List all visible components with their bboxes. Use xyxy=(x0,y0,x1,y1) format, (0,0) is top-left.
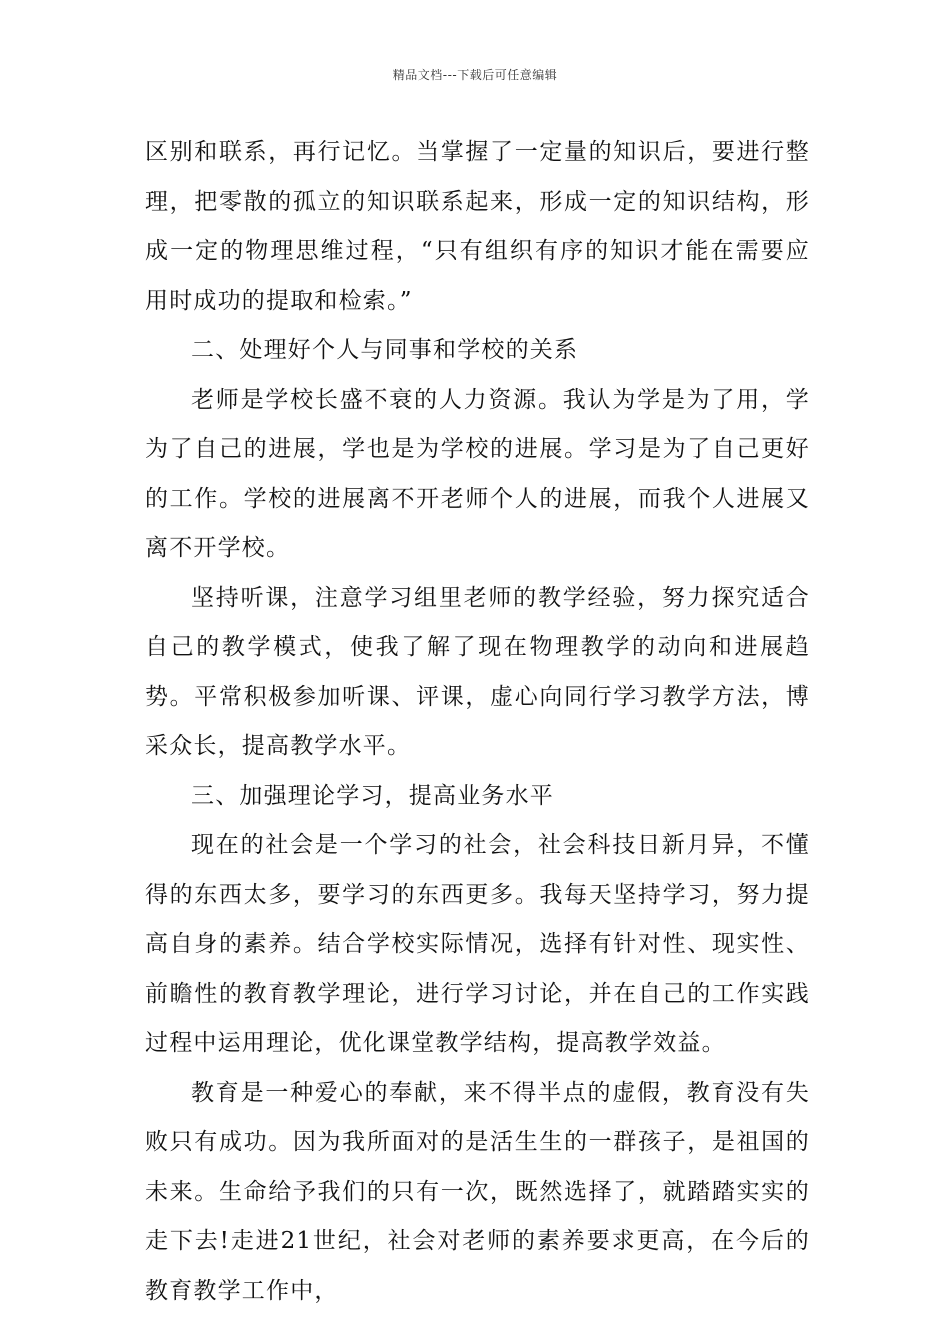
section-heading-3: 三、加强理论学习，提高业务水平 xyxy=(191,782,554,809)
paragraph: 老师是学校长盛不衰的人力资源。我认为学是为了用，学为了自己的进展，学也是为学校的进展。学习是为了自己更好的工作。学校的进展离不开老师个人的进展，而我个人进展又离不开学校。 xyxy=(145,386,810,561)
paragraph: 教育是一种爱心的奉献，来不得半点的虚假，教育没有失败只有成功。因为我所面对的是活生生的一群孩子，是祖国的未来。生命给予我们的只有一次，既然选择了，就踏踏实实的走下去!走进21世纪，社会对老师的素养要求更高，在今后的教育教学工作中， xyxy=(145,1079,810,1304)
paragraph: 现在的社会是一个学习的社会，社会科技日新月异，不懂得的东西太多，要学习的东西更多。我每天坚持学习，努力提高自身的素养。结合学校实际情况，选择有针对性、现实性、前瞻性的教育教学理论，进行学习讨论，并在自己的工作实践过程中运用理论，优化课堂教学结构，提高教学效益。 xyxy=(145,832,810,1056)
paragraph-continuation: 区别和联系，再行记忆。当掌握了一定量的知识后，要进行整理，把零散的孤立的知识联系起来，形成一定的知识结构，形成一定的物理思维过程，“只有组织有序的知识才能在需要应用时成功的提取和检索。” xyxy=(145,139,810,314)
paragraph: 坚持听课，注意学习组里老师的教学经验，努力探究适合自己的教学模式，使我了解了现在物理教学的动向和进展趋势。平常积极参加听课、评课，虚心向同行学习教学方法，博采众长，提高教学水平。 xyxy=(145,584,810,759)
document-body xyxy=(145,128,810,1316)
page-header: 精品文档---下载后可任意编辑 xyxy=(392,68,558,82)
section-heading-2: 二、处理好个人与同事和学校的关系 xyxy=(191,337,579,363)
